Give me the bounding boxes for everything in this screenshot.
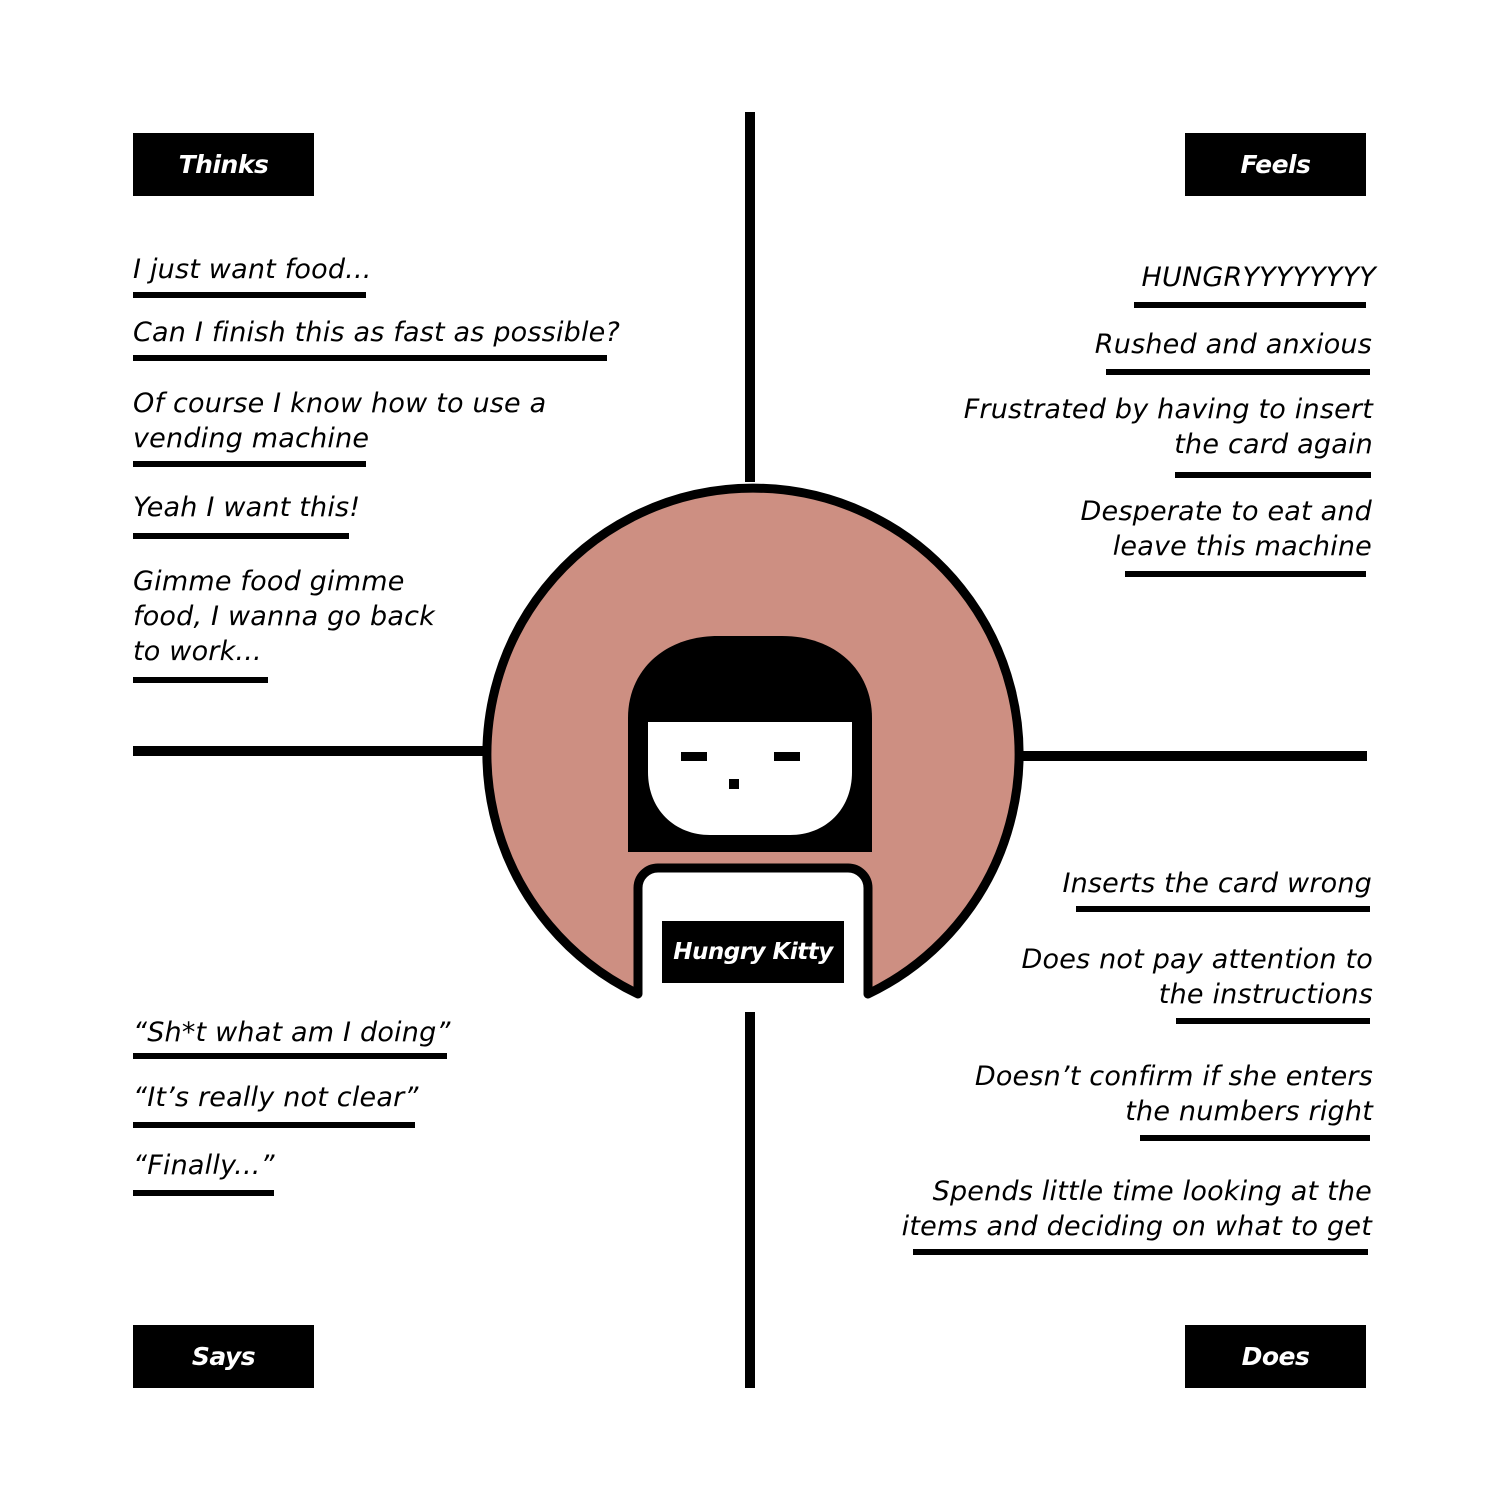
note-text: Yeah I want this! — [133, 492, 361, 523]
note-text: I just want food... — [133, 254, 372, 285]
feels-note — [1142, 260, 1377, 295]
does-note — [975, 1059, 1373, 1129]
note-text: Can I finish this as fast as possible? — [133, 317, 621, 348]
persona-avatar-icon — [628, 636, 872, 852]
note-underline — [133, 677, 268, 683]
note-text: Does not pay attention to the instructions — [1021, 944, 1373, 1010]
does-note — [902, 1174, 1372, 1244]
says-note — [133, 1080, 419, 1115]
note-underline — [133, 355, 607, 361]
note-text: HUNGRYYYYYYYY — [1141, 262, 1376, 293]
note-text: “Finally...” — [133, 1150, 275, 1181]
note-underline — [133, 1190, 274, 1196]
thinks-note — [133, 315, 620, 350]
note-text: Gimme food gimme food, I wanna go back to work... — [133, 566, 435, 667]
does-note — [1022, 942, 1373, 1012]
note-text: Doesn’t confirm if she enters the numbers right — [974, 1061, 1373, 1127]
note-underline — [133, 533, 349, 539]
thinks-note — [133, 252, 372, 287]
feels-label: Feels — [1185, 133, 1366, 196]
thinks-note — [133, 564, 435, 669]
persona-name-label: Hungry Kitty — [662, 921, 844, 983]
avatar-face — [648, 722, 852, 835]
does-label: Does — [1185, 1325, 1366, 1388]
feels-note — [1095, 327, 1372, 362]
thinks-label: Thinks — [133, 133, 314, 196]
note-text: “It’s really not clear” — [133, 1082, 419, 1113]
note-underline — [1076, 906, 1370, 912]
thinks-note — [133, 490, 360, 525]
says-label: Says — [133, 1325, 314, 1388]
note-underline — [133, 1122, 415, 1128]
note-underline — [1125, 571, 1366, 577]
note-underline — [1176, 1018, 1370, 1024]
note-underline — [1140, 1135, 1370, 1141]
avatar-left-eye — [681, 752, 707, 761]
note-underline — [1134, 302, 1366, 308]
thinks-note — [133, 386, 546, 456]
note-underline — [133, 461, 366, 467]
feels-note — [964, 392, 1373, 462]
does-note — [1062, 866, 1372, 901]
note-underline — [1175, 472, 1371, 478]
note-text: Rushed and anxious — [1094, 329, 1372, 360]
note-text: Frustrated by having to insert the card again — [963, 394, 1373, 460]
note-text: Inserts the card wrong — [1062, 868, 1372, 899]
note-text: “Sh*t what am I doing” — [133, 1017, 451, 1048]
avatar-right-eye — [774, 752, 800, 761]
note-text: Spends little time looking at the items and deciding on what to get — [901, 1176, 1372, 1242]
note-underline — [1106, 369, 1370, 375]
says-note — [133, 1015, 451, 1050]
note-text: Desperate to eat and leave this machine — [1080, 496, 1372, 562]
avatar-nose — [729, 779, 739, 789]
note-underline — [133, 292, 366, 298]
note-text: Of course I know how to use a vending machine — [133, 388, 547, 454]
note-underline — [133, 1053, 447, 1059]
says-note — [133, 1148, 275, 1183]
feels-note — [1081, 494, 1372, 564]
note-underline — [913, 1249, 1368, 1255]
